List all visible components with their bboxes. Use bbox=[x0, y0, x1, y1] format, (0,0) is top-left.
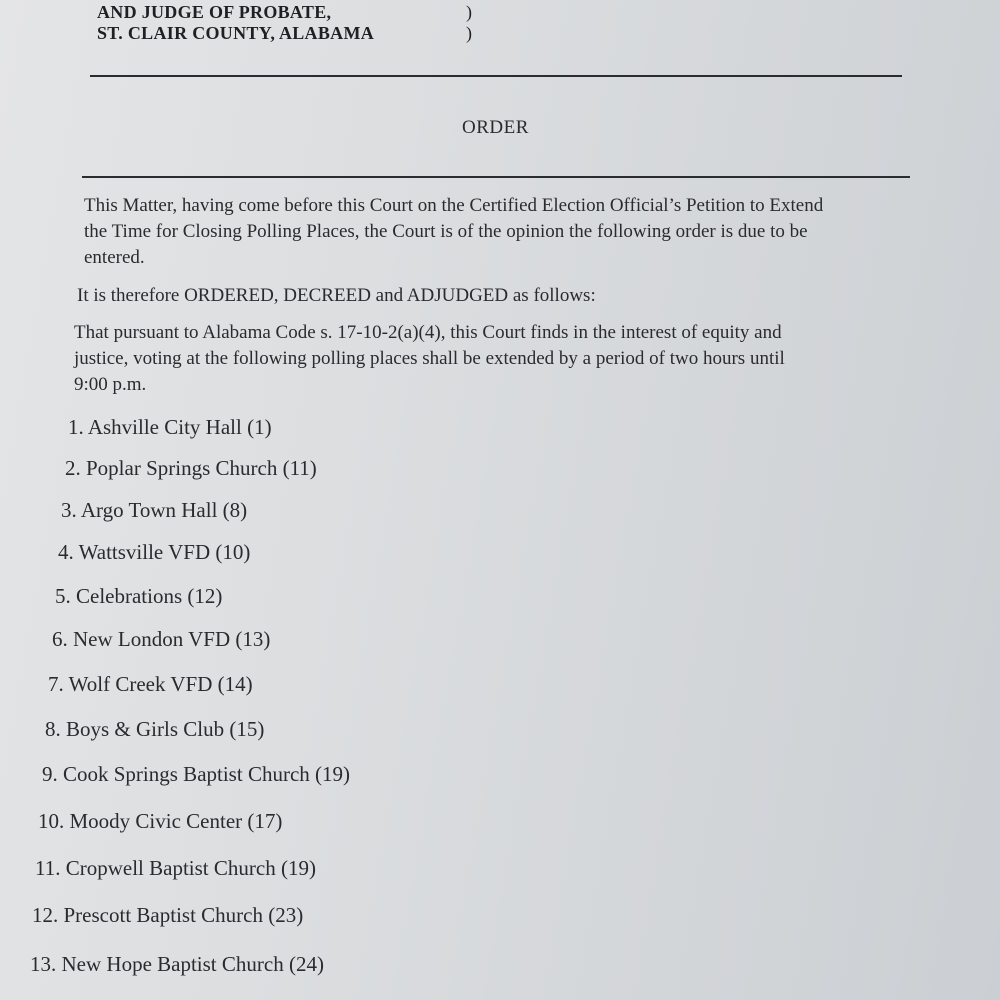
divider-bottom bbox=[82, 176, 910, 178]
list-item: 10. Moody Civic Center (17) bbox=[38, 809, 283, 833]
paragraph-line: the Time for Closing Polling Places, the Court is of the opinion the following order is due to be bbox=[84, 221, 808, 242]
paragraph-line: That pursuant to Alabama Code s. 17-10-2(a)(4), this Court finds in the interest of equity and bbox=[74, 322, 782, 343]
order-heading: ORDER bbox=[462, 117, 529, 138]
list-item: 4. Wattsville VFD (10) bbox=[58, 540, 251, 564]
paragraph-line: justice, voting at the following polling places shall be extended by a period of two hours until bbox=[74, 348, 785, 369]
divider-top bbox=[90, 75, 902, 77]
paragraph-preamble bbox=[84, 193, 924, 271]
paragraph-pursuant bbox=[74, 320, 934, 398]
paragraph-line: This Matter, having come before this Court on the Certified Election Official’s Petition to Extend bbox=[84, 195, 824, 216]
caption-line-2: ST. CLAIR COUNTY, ALABAMA bbox=[97, 23, 375, 43]
caption-line-1: AND JUDGE OF PROBATE, bbox=[97, 2, 332, 22]
list-item: 3. Argo Town Hall (8) bbox=[61, 498, 248, 522]
paragraph-ordered bbox=[77, 283, 917, 309]
list-item: 11. Cropwell Baptist Church (19) bbox=[35, 856, 316, 880]
list-item: 13. New Hope Baptist Church (24) bbox=[30, 952, 324, 976]
paragraph-line: 9:00 p.m. bbox=[74, 374, 147, 395]
list-item: 2. Poplar Springs Church (11) bbox=[65, 456, 317, 480]
list-item: 12. Prescott Baptist Church (23) bbox=[32, 903, 304, 927]
list-item: 8. Boys & Girls Club (15) bbox=[45, 717, 265, 741]
caption-paren-1: ) bbox=[466, 2, 472, 22]
paragraph-line: It is therefore ORDERED, DECREED and ADJUDGED as follows: bbox=[77, 285, 596, 306]
list-item: 1. Ashville City Hall (1) bbox=[68, 415, 272, 439]
caption-paren-2: ) bbox=[466, 23, 472, 43]
list-item: 5. Celebrations (12) bbox=[55, 584, 223, 608]
paragraph-line: entered. bbox=[84, 247, 145, 268]
list-item: 7. Wolf Creek VFD (14) bbox=[48, 672, 253, 696]
list-item: 9. Cook Springs Baptist Church (19) bbox=[42, 762, 350, 786]
list-item: 6. New London VFD (13) bbox=[52, 627, 271, 651]
